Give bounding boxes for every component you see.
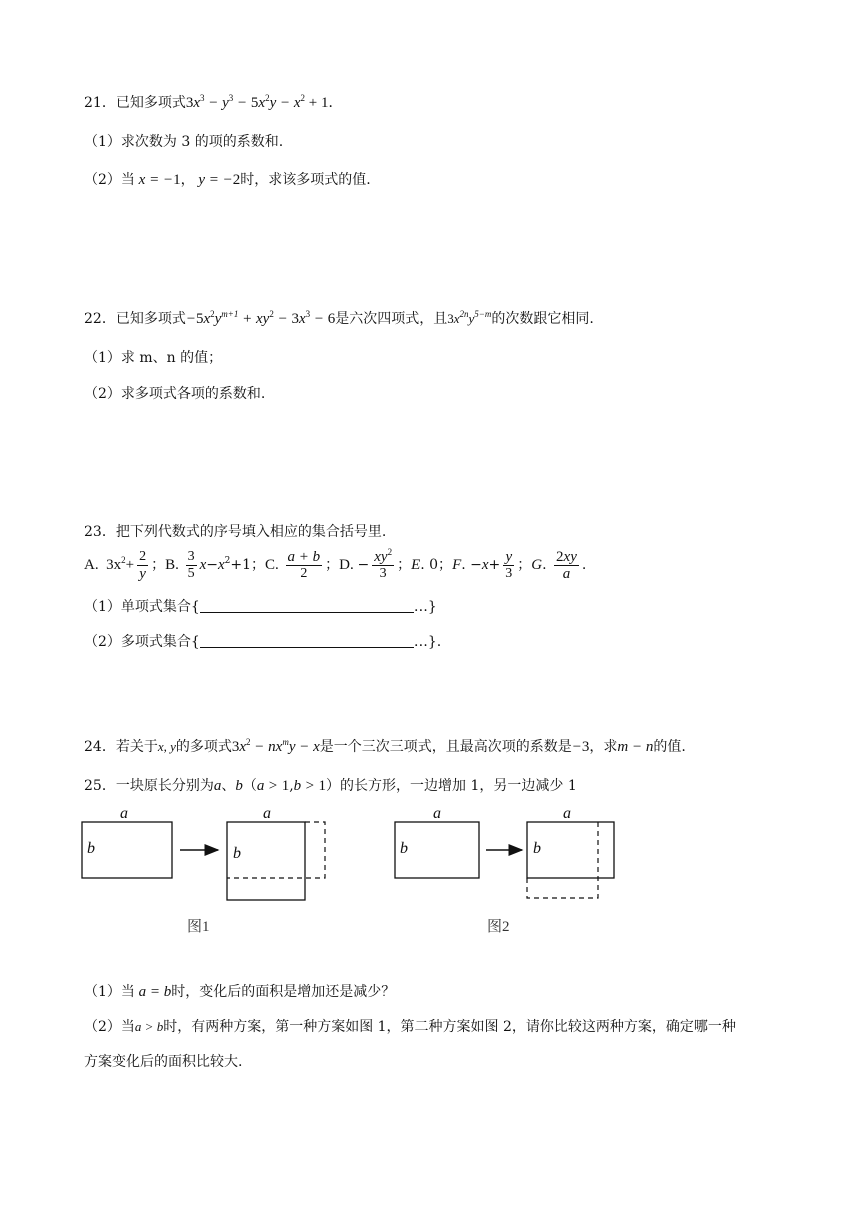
q24-text: 24．若关于x, y的多项式$3x^2 - nx^my - x$是一个三次三项式，且最高次项的系数是−3，求m − n的值. xyxy=(84,737,686,755)
q22-monomial: $3x^{2n}y^{5-m}$ xyxy=(447,309,492,326)
fig2-label-a-right: a xyxy=(563,805,571,822)
q22-title: 22．已知多项式$-5x^2y^{m+1} + xy^2 - 3x^3 - 6$是六次四项式，且$3x^{2n}y^{5-m}$的次数跟它相同. xyxy=(84,309,594,327)
q25-part1: （1）当 a = b时，变化后的面积是增加还是减少？ xyxy=(84,984,396,1000)
q22-polynomial: $-5x^2y^{m+1} + xy^2 - 3x^3 - 6$ xyxy=(185,309,336,327)
q25-title: 25．一块原长分别为a、b（a > 1,b > 1）的长方形，一边增加 1，另一边减少 1 xyxy=(84,778,577,794)
q21-part1: （1）求次数为 3 的项的系数和. xyxy=(84,134,284,150)
q21-part2: （2）当 x = −1， y = −2时，求该多项式的值. xyxy=(84,172,371,188)
fig2-label-b-right: b xyxy=(533,840,541,857)
q23-set1: （1）单项式集合{ …} xyxy=(84,599,437,615)
option-a: A. $3x^2+$ $\frac{2}{y}$ xyxy=(84,549,147,583)
fig1-caption: 图1 xyxy=(187,919,210,935)
figure-2 xyxy=(395,805,614,935)
fig1-label-b-right: b xyxy=(233,845,241,862)
q22-part2: （2）求多项式各项的系数和. xyxy=(84,386,266,402)
fig2-label-a-left: a xyxy=(433,805,441,822)
q23-options: A. $3x^2+$ $\frac{2}{y}$ ；B. $\frac{3}{5}$ $x-x^2+1$；C. $\frac{a + b}{2}$ ；D. − $\frac{xy^2}{3}$ ；E. 0；F. −x+ $\frac{y}{3}$ ；G. $\frac{2xy}{a}$ . xyxy=(84,546,587,583)
set1-blank[interactable] xyxy=(200,598,414,613)
q23-set2: （2）多项式集合{ …}. xyxy=(84,634,442,650)
q21-polynomial: $3x^3 - y^3 - 5x^2y - x^2 + 1$ xyxy=(185,93,329,111)
q21-title: 21．已知多项式$3x^3 - y^3 - 5x^2y - x^2 + 1$． xyxy=(84,93,343,111)
set2-blank[interactable] xyxy=(200,633,414,648)
q25-figures xyxy=(0,800,860,945)
fig2-dashed-extension xyxy=(527,878,598,898)
q23-title: 23．把下列代数式的序号填入相应的集合括号里. xyxy=(84,524,387,540)
q22-part1: （1）求 m、n 的值； xyxy=(84,350,223,366)
q25-part2: （2）当a > b时，有两种方案，第一种方案如图 1，第二种方案如图 2，请你比较这两种方案，确定哪一种 xyxy=(84,1019,736,1035)
fig2-label-b-left: b xyxy=(400,840,408,857)
fig1-dashed-extension xyxy=(227,822,325,878)
fig1-original-rect xyxy=(82,822,172,878)
q25-part2-cont: 方案变化后的面积比较大. xyxy=(84,1054,243,1070)
figure-1 xyxy=(82,805,325,935)
fig2-caption: 图2 xyxy=(487,919,510,935)
fig1-label-a-right: a xyxy=(263,805,271,822)
q24-polynomial: $3x^2 - nx^my - x$ xyxy=(231,737,320,755)
fig1-label-b-left: b xyxy=(87,840,95,857)
fig1-label-a-left: a xyxy=(120,805,128,822)
